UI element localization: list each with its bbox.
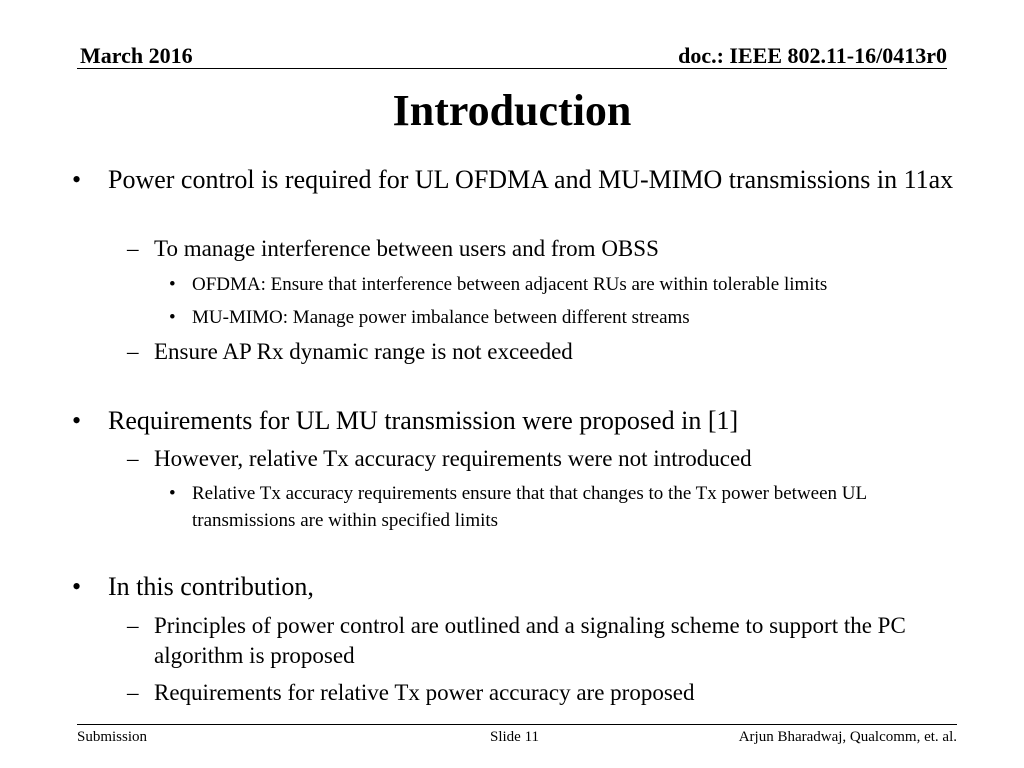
bullet-marker: • [72,406,82,435]
slide-title: Introduction [392,86,632,135]
bullet-1-2: Ensure AP Rx dynamic range is not exceeded [154,339,573,364]
footer-divider [77,724,957,725]
header-divider [77,68,947,69]
bullet-marker: • [72,165,82,194]
bullet-3: In this contribution, [108,572,314,601]
bullet-3-2: Requirements for relative Tx power accuracy are proposed [154,680,695,705]
sub-bullet-marker: – [127,446,139,471]
sub-sub-bullet-marker: • [169,483,176,504]
header-doc-id: doc.: IEEE 802.11-16/0413r0 [678,43,947,68]
bullet-1-1-2: MU-MIMO: Manage power imbalance between different streams [192,307,690,328]
header-date: March 2016 [80,43,193,68]
bullet-2-1-1: Relative Tx accuracy requirements ensure that that changes to the Tx power between UL transmissions are within specified limits [192,483,867,531]
sub-bullet-marker: – [127,680,139,705]
bullet-marker: • [72,572,82,601]
bullet-1: Power control is required for UL OFDMA and MU-MIMO transmissions in 11ax [108,165,954,194]
bullet-1-1-1: OFDMA: Ensure that interference between adjacent RUs are within tolerable limits [192,274,828,295]
sub-bullet-marker: – [127,236,139,261]
sub-bullet-marker: – [127,613,139,638]
footer-slide-number: Slide 11 [490,729,540,745]
bullet-2: Requirements for UL MU transmission were proposed in [1] [108,406,739,435]
bullet-2-1: However, relative Tx accuracy requirements were not introduced [154,446,752,471]
sub-sub-bullet-marker: • [169,307,176,328]
sub-bullet-marker: – [127,339,139,364]
bullet-1-1: To manage interference between users and from OBSS [154,236,659,261]
footer-author: Arjun Bharadwaj, Qualcomm, et. al. [738,729,957,745]
sub-sub-bullet-marker: • [169,274,176,295]
bullet-3-1: Principles of power control are outlined and a signaling scheme to support the PC algorithm is proposed [154,613,906,668]
footer-submission: Submission [77,729,148,745]
